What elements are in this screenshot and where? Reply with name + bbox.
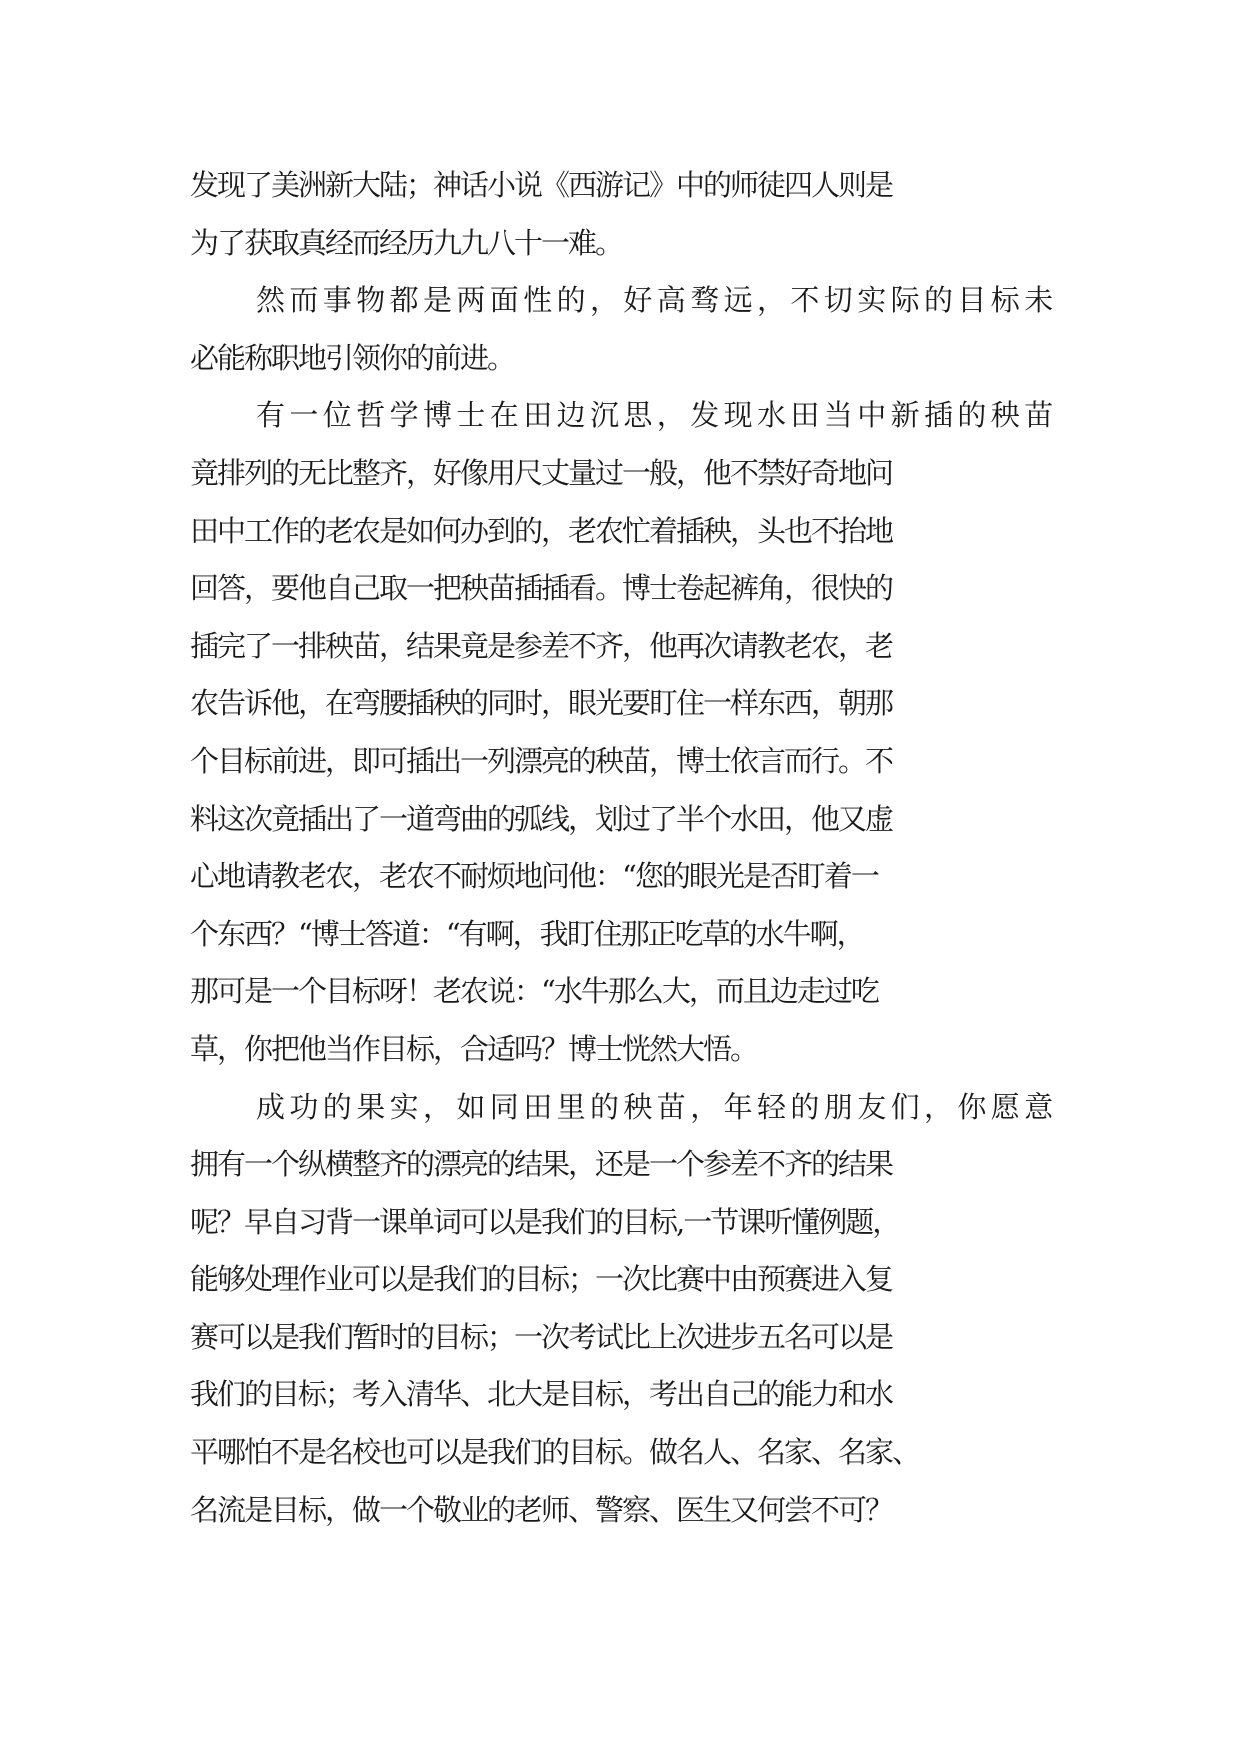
text-line: 回答，要他自己取一把秧苗插插看。博士卷起裤角，很快的 [190,571,893,606]
text-line: 发现了美洲新大陆；神话小说《西游记》中的师徒四人则是 [190,168,893,202]
body-text [190,157,1070,1539]
text-line: 赛可以是我们暂时的目标；一次考试比上次进步五名可以是 [190,1319,893,1354]
text-line: 然而事物都是两面性的，好高骛远，不切实际的目标未 [256,283,1058,318]
text-line: 农告诉他，在弯腰插秧的同时，眼光要盯住一样东西，朝那 [190,686,893,721]
text-line: 个东西？“博士答道：“有啊，我盯住那正吃草的水牛啊， [190,916,864,951]
text-line: 田中工作的老农是如何办到的，老农忙着插秧，头也不抬地 [190,513,893,548]
text-line: 插完了一排秧苗，结果竟是参差不齐，他再次请教老农，老 [190,628,893,663]
text-line: 必能称职地引领你的前进。 [190,340,515,375]
text-line: 我们的目标；考入清华、北大是目标，考出自己的能力和水 [190,1377,893,1412]
text-line: 拥有一个纵横整齐的漂亮的结果，还是一个参差不齐的结果 [190,1147,893,1182]
text-line: 个目标前进，即可插出一列漂亮的秧苗，博士依言而行。不 [190,743,893,778]
text-line: 心地请教老农，老农不耐烦地问他：“您的眼光是否盯着一 [190,859,878,894]
text-line: 那可是一个目标呀！老农说：“水牛那么大，而且边走过吃 [190,974,878,1009]
text-line: 平哪怕不是名校也可以是我们的目标。做名人、名家、名家、 [190,1435,920,1470]
text-line: 竟排列的无比整齐，好像用尺丈量过一般，他不禁好奇地问 [190,455,893,490]
text-line: 草，你把他当作目标，合适吗？博士恍然大悟。 [190,1031,758,1066]
text-line: 料这次竟插出了一道弯曲的弧线，划过了半个水田，他又虚 [190,801,893,836]
text-line: 能够处理作业可以是我们的目标；一次比赛中由预赛进入复 [190,1262,893,1297]
text-line: 成功的果实，如同田里的秧苗，年轻的朋友们，你愿意 [256,1089,1058,1124]
text-line: 呢？早自习背一课单词可以是我们的目标,一节课听懂例题， [190,1204,900,1239]
text-line: 有一位哲学博士在田边沉思，发现水田当中新插的秧苗 [256,398,1058,433]
text-line: 名流是目标，做一个敬业的老师、警察、医生又何尝不可？ [190,1492,893,1527]
text-line: 为了获取真经而经历九九八十一难。 [190,225,623,260]
